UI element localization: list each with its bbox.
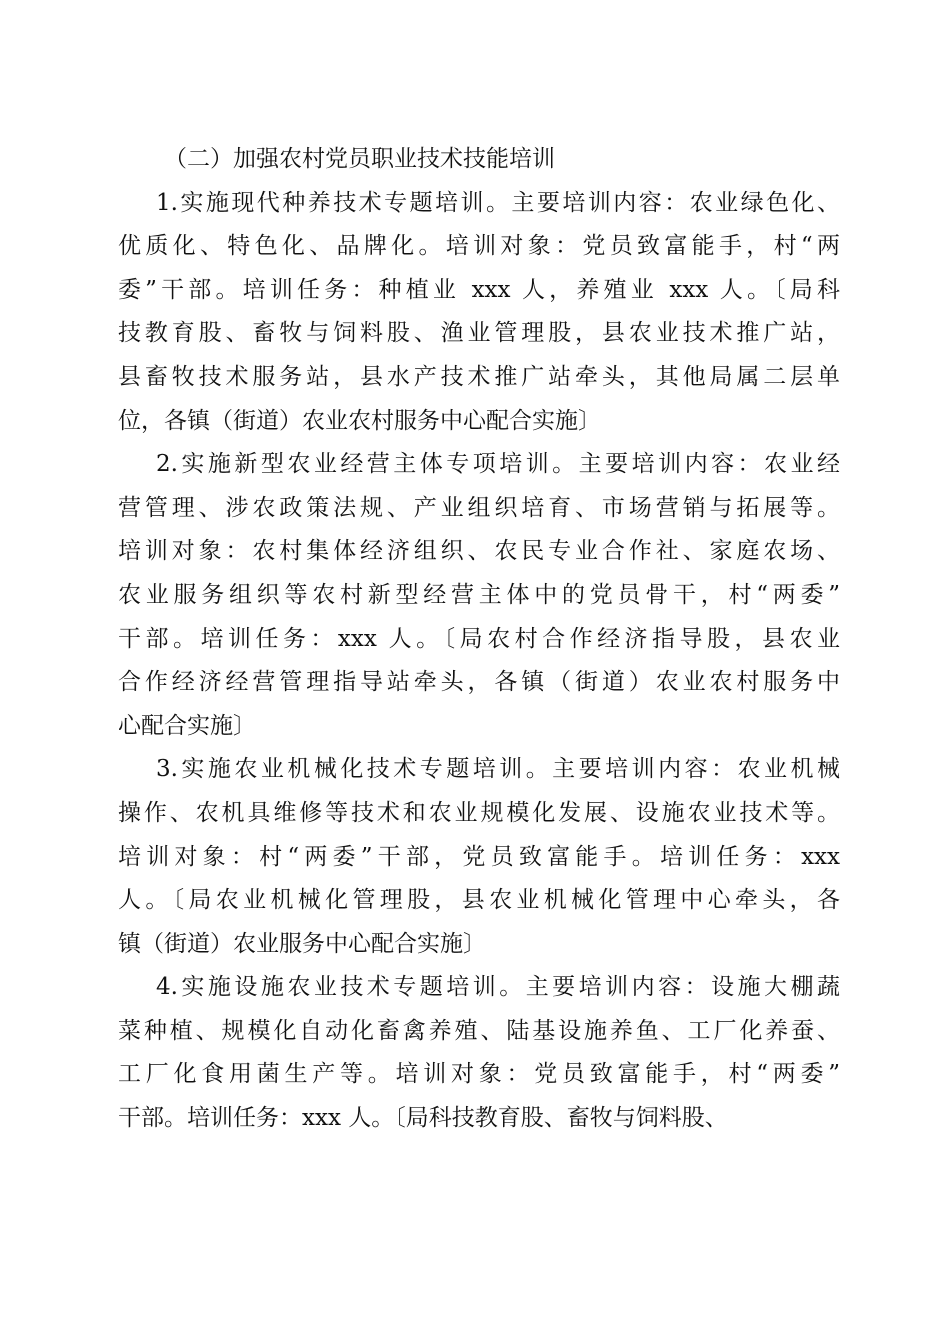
paragraph-line: 培训对象：村“两委”干部，党员致富能手。培训任务：xxx	[118, 843, 840, 870]
document-body	[118, 138, 840, 1141]
paragraph-line: 位，各镇（街道）农业农村服务中心配合实施〕	[118, 407, 601, 434]
paragraph-line: 4.实施设施农业技术专题培训。主要培训内容：设施大棚蔬	[156, 974, 840, 1001]
paragraph-line: 1.实施现代种养技术专题培训。主要培训内容：农业绿色化、	[156, 189, 840, 216]
paragraph-line: 心配合实施〕	[118, 712, 256, 739]
paragraph-3	[118, 748, 840, 966]
paragraph-line: 委”干部。培训任务：种植业 xxx 人，养殖业 xxx 人。〔局科	[118, 276, 840, 303]
paragraph-line: 3.实施农业机械化技术专题培训。主要培训内容：农业机械	[156, 756, 840, 783]
paragraph-line: 工厂化食用菌生产等。培训对象：党员致富能手，村“两委”	[118, 1061, 840, 1088]
paragraph-2	[118, 443, 840, 748]
paragraph-line: 操作、农机具维修等技术和农业规模化发展、设施农业技术等。	[118, 799, 840, 826]
paragraph-line: 镇（街道）农业服务中心配合实施〕	[118, 930, 486, 957]
paragraph-line: 优质化、特色化、品牌化。培训对象：党员致富能手，村“两	[118, 233, 840, 260]
paragraph-line: 合作经济经营管理指导站牵头，各镇（街道）农业农村服务中	[118, 669, 840, 696]
paragraph-4	[118, 966, 840, 1140]
paragraph-line: 干部。培训任务：xxx 人。〔局农村合作经济指导股，县农业	[118, 625, 840, 652]
section-heading: （二）加强农村党员职业技术技能培训	[164, 146, 555, 172]
paragraph-line: 干部。培训任务：xxx 人。〔局科技教育股、畜牧与饲料股、	[118, 1105, 728, 1132]
paragraph-line: 农业服务组织等农村新型经营主体中的党员骨干，村“两委”	[118, 581, 840, 608]
paragraph-1	[118, 182, 840, 444]
paragraph-line: 2.实施新型农业经营主体专项培训。主要培训内容：农业经	[156, 451, 840, 478]
paragraph-line: 人。〔局农业机械化管理股，县农业机械化管理中心牵头，各	[118, 887, 840, 914]
paragraph-line: 技教育股、畜牧与饲料股、渔业管理股，县农业技术推广站，	[118, 320, 840, 347]
paragraph-line: 培训对象：农村集体经济组织、农民专业合作社、家庭农场、	[118, 538, 840, 565]
paragraph-line: 菜种植、规模化自动化畜禽养殖、陆基设施养鱼、工厂化养蚕、	[118, 1017, 840, 1044]
paragraph-line: 营管理、涉农政策法规、产业组织培育、市场营销与拓展等。	[118, 494, 840, 521]
paragraph-line: 县畜牧技术服务站，县水产技术推广站牵头，其他局属二层单	[118, 363, 840, 390]
